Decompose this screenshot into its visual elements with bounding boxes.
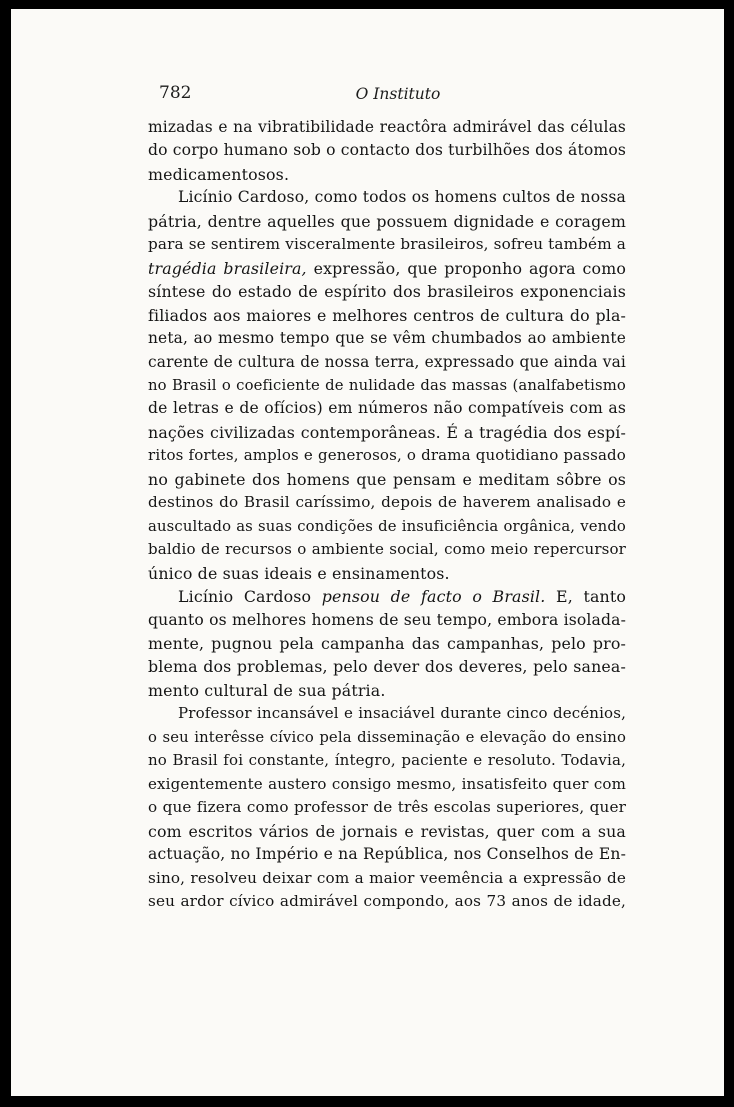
paragraph: [148, 186, 626, 585]
text-line: [148, 585, 626, 608]
paragraph: [148, 702, 626, 913]
text-line: medicamentosos.: [148, 164, 290, 184]
text-segment: E, tanto: [545, 587, 626, 607]
text-line: ritos fortes, amplos e generosos, o drama quotidiano passado: [148, 446, 626, 465]
text-segment: Licínio Cardoso: [178, 587, 322, 607]
text-line: exigentemente austero consigo mesmo, insatisfeito quer com: [148, 774, 626, 793]
text-line: único de suas ideais e ensinamentos.: [148, 563, 450, 583]
body-text: [148, 116, 626, 913]
page-number: 782: [159, 83, 192, 103]
text-line: neta, ao mesmo tempo que se vêm chumbados ao ambiente: [148, 329, 626, 348]
text-line: no gabinete dos homens que pensam e meditam sôbre os: [148, 469, 626, 489]
text-line: o que fizera como professor de três escolas superiores, quer: [148, 798, 626, 817]
text-line: actuação, no Império e na República, nos Conselhos de En-: [148, 845, 626, 864]
running-title: O Instituto: [355, 85, 441, 103]
text-line: no Brasil foi constante, íntegro, paciente e resoluto. Todavia,: [148, 751, 626, 770]
text-line: pátria, dentre aquelles que possuem dignidade e coragem: [148, 211, 626, 231]
text-line: baldio de recursos o ambiente social, como meio repercursor: [148, 540, 626, 559]
text-segment: expressão, que proponho agora como: [306, 258, 626, 278]
text-line: com escritos vários de jornais e revistas, quer com a sua: [148, 821, 626, 841]
text-line: o seu interêsse cívico pela disseminação e elevação do ensino: [148, 728, 626, 746]
text-line: Licínio Cardoso, como todos os homens cultos de nossa: [178, 188, 626, 207]
paragraph: [148, 116, 626, 186]
text-line: mente, pugnou pela campanha das campanhas, pelo pro-: [148, 633, 626, 653]
text-line: para se sentirem visceralmente brasileiros, sofreu também a: [148, 235, 626, 254]
text-line: destinos do Brasil caríssimo, depois de haverem analisado e: [148, 493, 626, 512]
text-line: nações civilizadas contemporâneas. É a tragédia dos espí-: [148, 422, 626, 442]
page-header: [159, 79, 637, 109]
italic-phrase: tragédia brasileira,: [148, 258, 307, 278]
text-line: mizadas e na vibratibilidade reactôra admirável das células: [148, 118, 626, 136]
text-line: do corpo humano sob o contacto dos turbilhões dos átomos: [148, 141, 627, 160]
text-line: quanto os melhores homens de seu tempo, embora isolada-: [148, 610, 626, 629]
italic-phrase: pensou de facto o Brasil.: [321, 587, 546, 607]
text-line: de letras e de ofícios) em números não compatíveis com as: [148, 399, 626, 418]
text-line: síntese do estado de espírito dos brasileiros exponenciais: [148, 282, 626, 302]
text-line: Professor incansável e insaciável durante cinco decénios,: [178, 704, 626, 723]
text-line: no Brasil o coeficiente de nulidade das massas (analfabetismo: [148, 376, 626, 394]
text-line: mento cultural de sua pátria.: [148, 680, 386, 700]
paragraph: [148, 585, 626, 702]
text-line: blema dos problemas, pelo dever dos deveres, pelo sanea-: [148, 657, 626, 677]
text-line: carente de cultura de nossa terra, expressado que ainda vai: [148, 352, 626, 371]
text-line: auscultado as suas condições de insuficiência orgânica, vendo: [148, 517, 626, 535]
text-line: sino, resolveu deixar com a maior veemência a expressão de: [148, 868, 626, 887]
text-line: seu ardor cívico admirável compondo, aos 73 anos de idade,: [148, 891, 626, 910]
text-line: filiados aos maiores e melhores centros de cultura do pla-: [148, 305, 626, 325]
text-line: [148, 257, 626, 280]
